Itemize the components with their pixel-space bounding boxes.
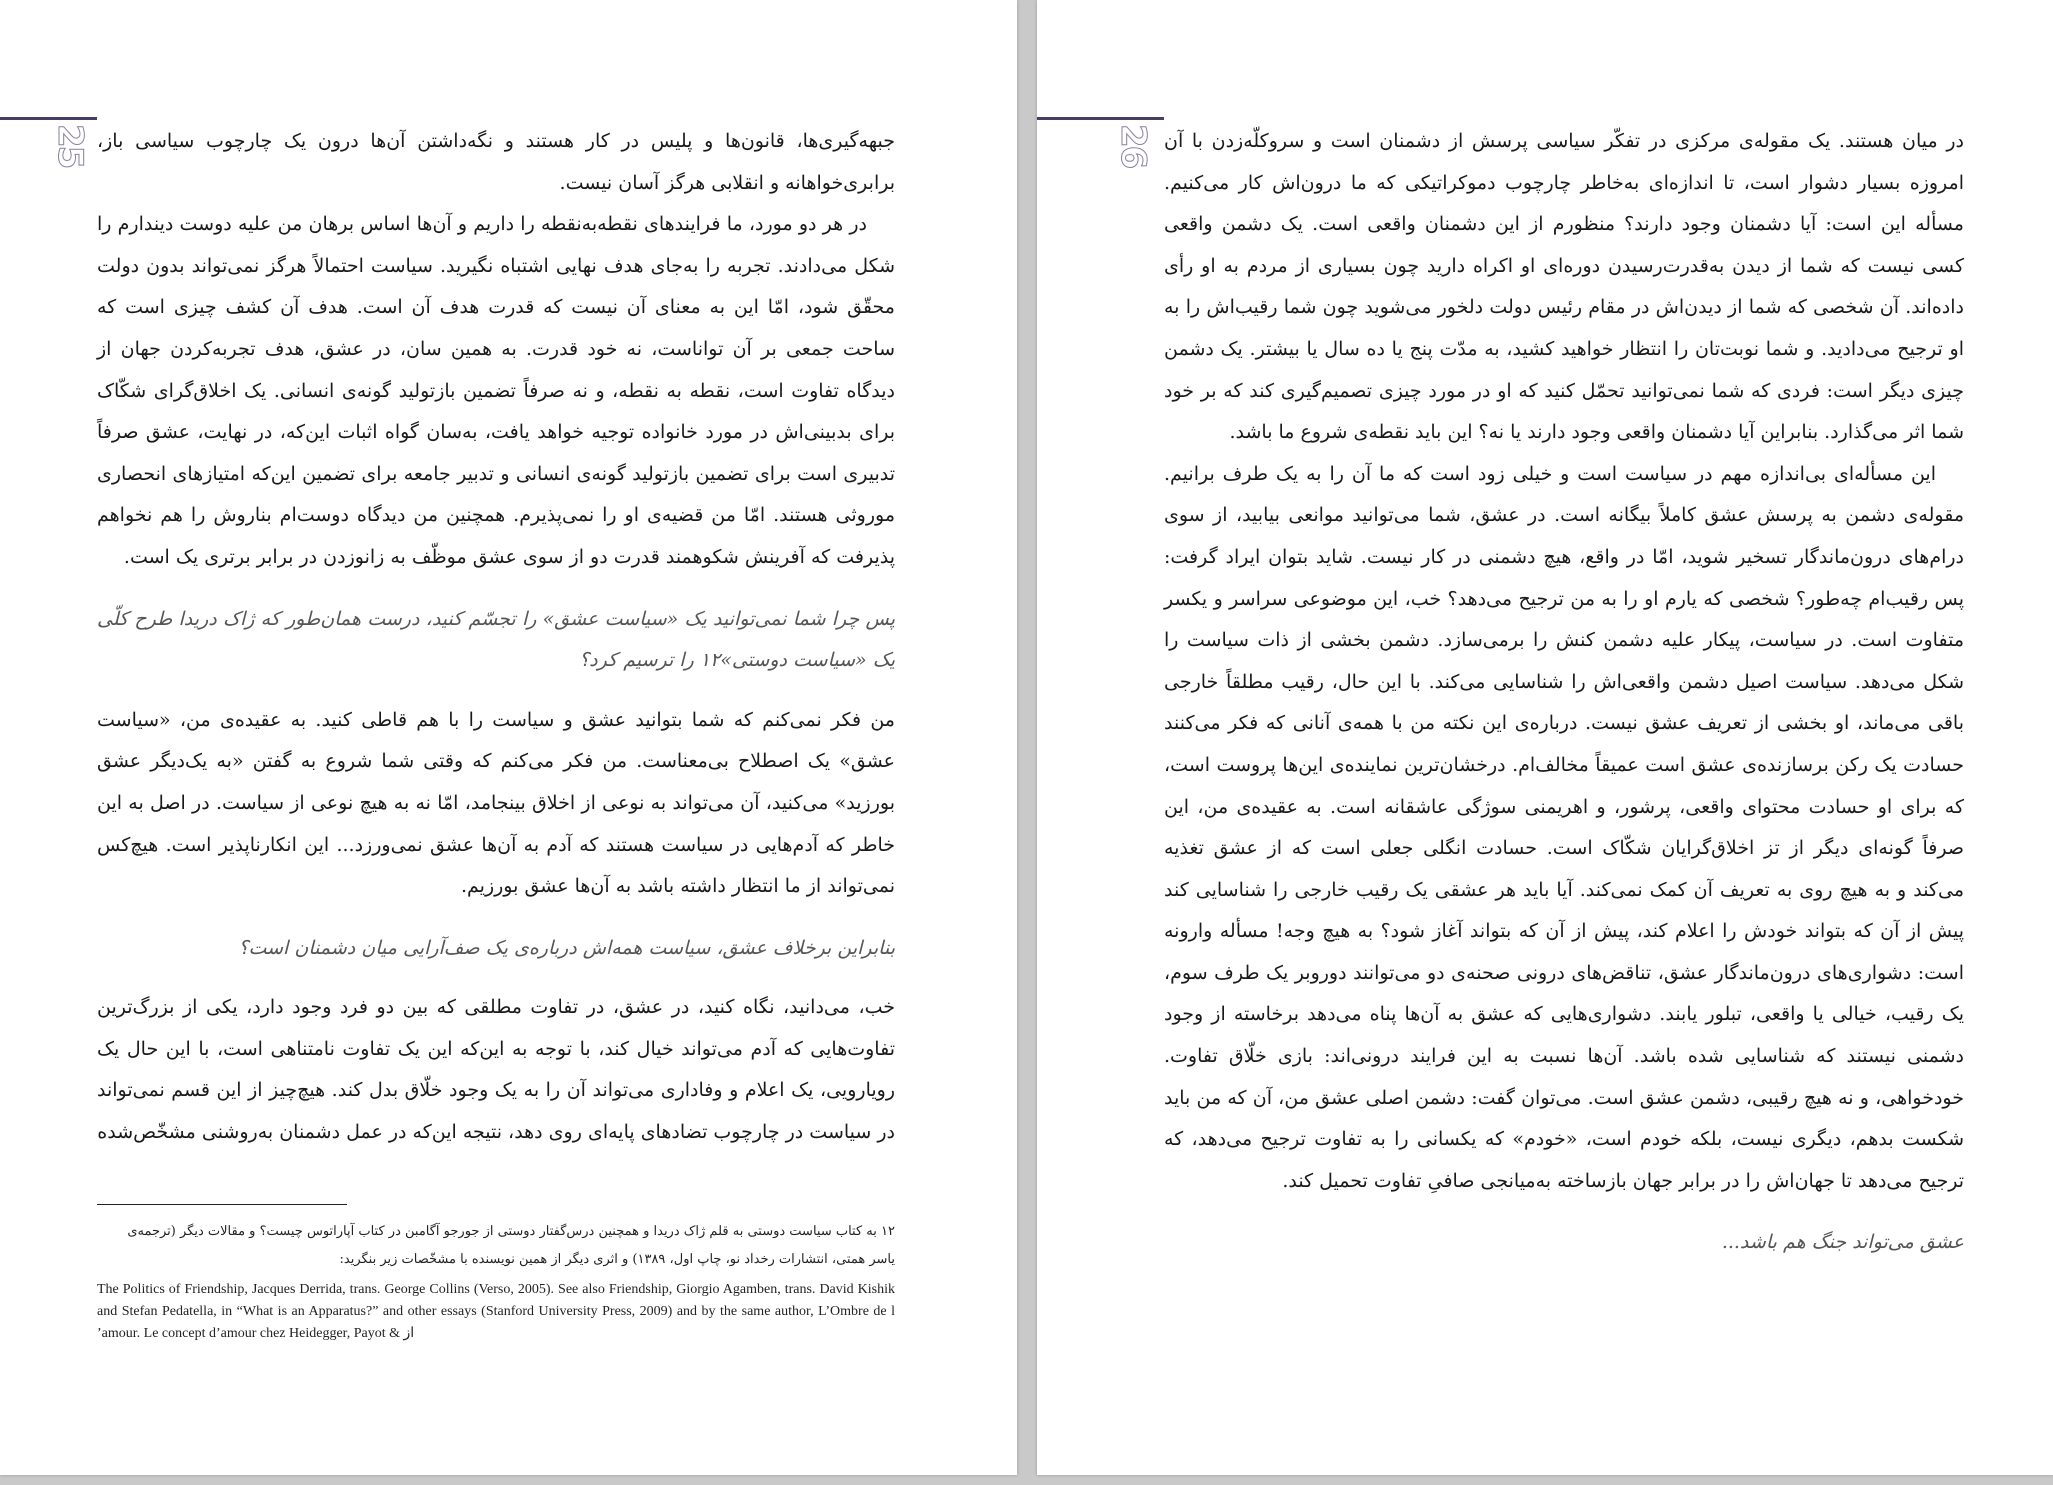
interview-question: پس چرا شما نمی‌توانید یک «سیاست عشق» را تجسّم کنید، درست همان‌طور که ژاک دریدا طرح کلّی یک «سیاست دوستی»۱۲ را ترسیم کرد؟ [97, 607, 895, 672]
footnote-persian-line1: ۱۲ به کتاب سیاست دوستی به قلم ژاک دریدا و همچنین درس‌گفتار دوستی از جورجو آگامبن در کتاب آپاراتوس چیست؟ و مقالات دیگر (ترجمه‌ی [127, 1224, 895, 1239]
paragraph: در هر دو مورد، ما فرایندهای نقطه‌به‌نقطه را داریم و آن‌ها اساس برهان من علیه دوست دیندارم را شکل می‌دادند. تجربه را به‌جای هدف نهایی اشتباه نگیرید. سیاست احتمالاً هرگز نمی‌تواند بدون دولت محقّق شود، امّا این به معنای آن نیست که قدرت هدف آن است. هدف آن کشف چیزی است که ساحت جمعی بر آن تواناست، نه خود قدرت. به همین سان، در عشق، هدف تجربه‌کردن جهان از دیدگاه تفاوت است، نقطه به نقطه، و نه صرفاً تضمین بازتولید گونه‌ی انسانی. یک اخلاق‌گرای شکّاک برای بدبینی‌اش در مورد خانواده توجیه خواهد یافت، به‌سان گواه اثبات این‌که، در نهایت، عشق صرفاً تدبیری است برای تضمین بازتولید گونه‌ی انسانی و تدبیر جامعه برای تضمین این‌که امتیازهای انحصاری موروثی هستند. امّا من قضیه‌ی او را نمی‌پذیرم. همچنین من دیدگاه دوست‌ام بناروش را هم نخواهم پذیرفت که آفرینش شکوهمند قدرت دو از سوی عشق موظّف به زانوزدن در برابر برتری یک است. [97, 213, 896, 568]
page-number: 25 [50, 124, 90, 168]
paragraph: من فکر نمی‌کنم که شما بتوانید عشق و سیاست را با هم قاطی کنید. به عقیده‌ی من، «سیاست عشق» یک اصطلاح بی‌معناست. من فکر می‌کنم که وقتی شما شروع به گفتن «به یک‌دیگر عشق بورزید» می‌کنید، آن می‌تواند به نوعی از اخلاق بینجامد، امّا نه به هیچ نوعی از سیاست. در اصل به این خاطر که آدم‌هایی در سیاست هستند که آدم به آن‌ها عشق نمی‌ورزد... این انکارناپذیر است. هیچ‌کس نمی‌تواند از ما انتظار داشته باشد به آن‌ها عشق بورزیم. [97, 708, 895, 898]
footnote-rule [97, 1204, 347, 1205]
left-body [97, 121, 895, 1154]
footnote-persian-line2: یاسر همتی، انتشارات رخداد نو، چاپ اول، ۱۳۸۹) و اثری دیگر از همین نویسنده با مشخّصات زیر بنگرید: [339, 1252, 895, 1267]
right-body [1164, 121, 1964, 1282]
right-page [1037, 0, 2053, 1475]
paragraph: جبهه‌گیری‌ها، قانون‌ها و پلیس در کار هستند و نگه‌داشتن آن‌ها درون یک چارچوب سیاسی باز، برابری‌خواهانه و انقلابی هرگز آسان نیست. [97, 130, 895, 194]
footnote-english: The Politics of Friendship, Jacques Derrida, trans. George Collins (Verso, 2005). See also Friendship, Giorgio Agamben, trans. David Kishik and Stefan Pedatella, in “What is an Apparatus?” and other essays (Stanford University Press, 2009) and by the same author, L’Ombre de l ’amour. Le concept d’amour chez Heidegger, Payot & از [97, 1282, 895, 1341]
interview-question: عشق می‌تواند جنگ هم باشد... [1721, 1231, 1964, 1254]
page-number: 26 [1113, 124, 1153, 168]
paragraph: این مسأله‌ای بی‌اندازه مهم در سیاست است و خیلی زود است که ما آن را به یک طرف برانیم. مقوله‌ی دشمن به پرسش عشق کاملاً بیگانه است. در عشق، شما می‌توانید موانعی بیابید، از سوی درام‌های درون‌ماندگار تسخیر شوید، امّا در واقع، هیچ دشمنی در کار نیست. شاید بتوان ایراد گرفت: پس رقیب‌ام چه‌طور؟ شخصی که یارم او را به من ترجیح می‌دهد؟ خب، این موضوعی سراسر و یکسر متفاوت است. در سیاست، پیکار علیه دشمن کنش را برمی‌سازد. دشمن بخشی از ذات سیاست را شکل می‌دهد. سیاست اصیل دشمن واقعی‌اش را شناسایی می‌کند. با این حال، رقیب مطلقاً خارجی باقی می‌ماند، او بخشی از تعریف عشق نیست. درباره‌ی این نکته من با همه‌ی آنانی که فکر می‌کنند حسادت یک رکن برسازنده‌ی عشق است عمیقاً مخالف‌ام. درخشان‌ترین نماینده‌ی این‌ها پروست است، که برای او حسادت محتوای واقعی، پرشور، و اهریمنی سوژگی عاشقانه است. به عقیده‌ی من، این صرفاً گونه‌ای دیگر از تز اخلاق‌گرایان شکّاک است. حسادت انگلی جعلی است که از عشق تغذیه می‌کند و به هیچ روی به تعریف آن کمک نمی‌کند. آیا باید هر عشقی یک رقیب خارجی را شناسایی کند پیش از آن که بتواند خودش را اعلام کند، پیش از آن که بتواند آغاز شود؟ به هیچ وجه! مسأله وارونه است: دشواری‌های درون‌ماندگار عشق، تناقض‌های درونی صحنه‌ی دو می‌توانند دوروبر یک طرف سوم، یک رقیب، خیالی یا واقعی، تبلور یابند. دشواری‌هایی که عشق به آن‌ها پناه می‌دهد برخاسته از وجود دشمنی نیستند که شناسایی شده باشد. آن‌ها نسبت به این فرایند درونی‌اند: بازی خلّاق تفاوت. خودخواهی، و نه هیچ رقیبی، دشمن عشق است. می‌توان گفت: دشمن اصلی عشق من، آن که من باید شکست بدهم، دیگری نیست، بلکه خودم است، «خودم» که یکسانی را به تفاوت ترجیح می‌دهد، که ترجیح می‌دهد تا جهان‌اش را در برابر جهان بازساخته به‌میانجی صافیِ تفاوت تحمیل کند. [1164, 462, 1964, 1192]
paragraph: در میان هستند. یک مقوله‌ی مرکزی در تفکّر سیاسی پرسش از دشمنان است و سروکلّه‌زدن با آن امروزه بسیار دشوار است، تا اندازه‌ای به‌خاطر چارچوب دموکراتیکی که ما درون‌اش کار می‌کنیم. مسأله این است: آیا دشمنان وجود دارند؟ منظورم از این دشمنان واقعی است. یک دشمن واقعی کسی نیست که شما از دیدن به‌قدرت‌رسیدن دوره‌ای او اکراه دارید چون بسیاری از مردم به او رأی داده‌اند. آن شخصی که شما از دیدن‌اش در مقام رئیس دولت دلخور می‌شوید چون شما رقیب‌اش را به او ترجیح می‌دادید. و شما نوبت‌تان را انتظار خواهید کشید، به مدّت پنج یا ده سال یا بیشتر. یک دشمن چیزی دیگر است: فردی که شما نمی‌توانید تحمّل کنید که او در مورد چیزی تصمیم‌گیری کند که بر خود شما اثر می‌گذارد. بنابراین آیا دشمنان واقعی وجود دارند یا نه؟ این باید نقطه‌ی شروع ما باشد. [1164, 130, 1964, 444]
interview-question: بنابراین برخلاف عشق، سیاست همه‌اش درباره‌ی یک صف‌آرایی میان دشمنان است؟ [238, 936, 895, 959]
page-number-rule [1037, 117, 1164, 120]
page-number-rule [0, 117, 97, 120]
paragraph: خب، می‌دانید، نگاه کنید، در عشق، در تفاوت مطلقی که بین دو فرد وجود دارد، یکی از بزرگ‌ترین تفاوت‌هایی که آدم می‌تواند خیال کند، با توجه به این‌که این یک تفاوت نامتناهی است، با این حال یک رویارویی، یک اعلام و وفاداری می‌تواند آن را به یک وجود خلّاق بدل کند. هیچ‌چیز از این قسم نمی‌تواند در سیاست در چارچوب تضادهای پایه‌ای روی دهد، نتیجه این‌که در عمل دشمنان به‌روشنی مشخّص‌شده [97, 996, 895, 1144]
left-page [0, 0, 1017, 1475]
